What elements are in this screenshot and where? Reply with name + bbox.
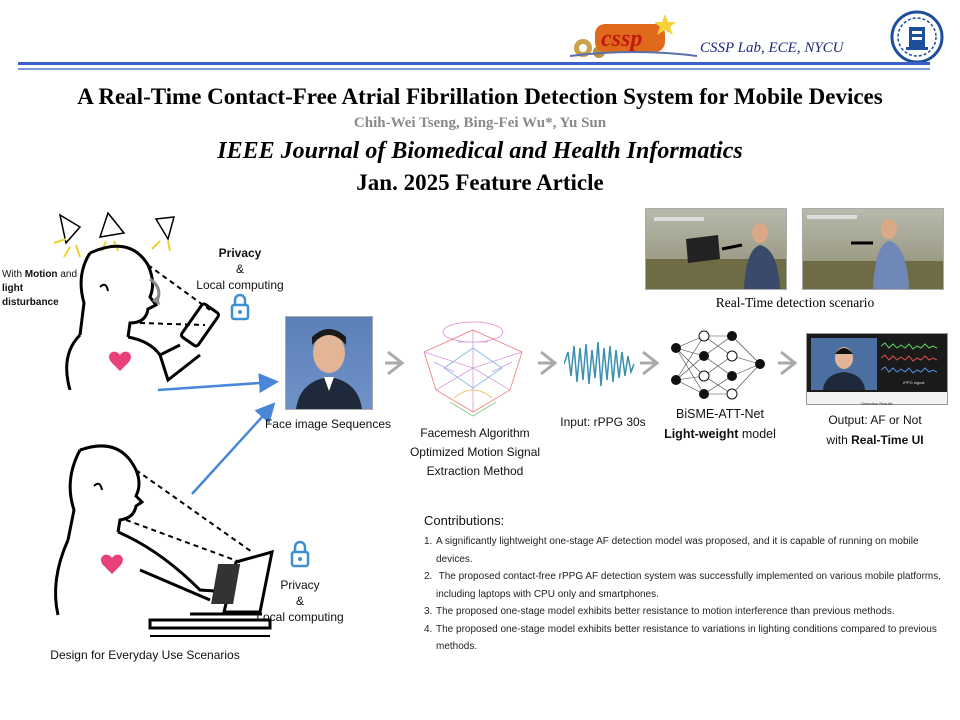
ui-results-label: Detection Results [861,401,893,406]
output-with: with [826,433,852,447]
scenario-photo-laptop [645,208,787,290]
contribution-num: 4. [424,623,433,635]
arrow-icon [538,350,560,376]
lock-icon [290,540,310,568]
contribution-num: 3. [424,606,433,617]
svg-text:cssp: cssp [601,26,643,52]
ui-signal-plots [881,338,943,382]
contribution-text: The proposed one-stage model exhibits better resistance to variations in lighting conditions compared to previous methods. [436,623,937,652]
privacy-label-top [190,245,290,293]
arrow-icon [640,350,662,376]
output-label [800,410,950,450]
header-rule-bottom [18,68,930,70]
header-rule-top [18,62,930,65]
realtime-ui-screenshot [806,333,948,405]
contribution-text: The proposed contact-free rPPG AF detection system was successfully implemented on various mobile platforms, including laptops with CPU only and smartphones. [436,571,942,600]
model-name: BiSME-ATT-Net [676,407,764,421]
face-seq-label: Face image Sequences [264,417,392,431]
contribution-item [424,533,944,568]
feature-article: Jan. 2025 Feature Article [356,170,604,195]
output-ui-bold: Real-Time UI [851,433,924,447]
contributions-heading: Contributions: [424,513,505,528]
heart-icon [101,555,123,574]
journal-name: IEEE Journal of Biomedical and Health Informatics [217,138,743,164]
privacy-label-bottom [250,577,350,625]
contribution-item [424,621,944,656]
flow-arrows [150,370,290,500]
output-line-1: Output: AF or Not [828,413,922,427]
light-text-bold: light disturbance [2,283,59,308]
facemesh-label [395,424,555,481]
face-image [285,316,373,410]
realtime-scenario-label: Real-Time detection scenario [715,295,875,310]
ui-signal-label: rPPG signal [903,380,925,385]
privacy-top-amp: & [235,262,244,276]
neural-network-icon [668,326,772,402]
privacy-bottom-amp: & [295,594,304,608]
facemesh-line-1: Facemesh Algorithm [420,426,530,440]
cssp-logo [565,10,700,60]
everyday-label: Design for Everyday Use Scenarios [50,648,240,662]
lab-name: CSSP Lab, ECE, NYCU [700,40,844,56]
rppg-signal-icon [564,338,636,390]
motion-text-a: With [2,269,25,280]
arrow-icon [158,382,274,390]
arrow-icon [385,350,407,376]
motion-text-b: and [57,269,78,280]
facemesh-line-2: Optimized Motion Signal [409,445,541,459]
paper-title: A Real-Time Contact-Free Atrial Fibrillation Detection System for Mobile Devices [77,84,883,109]
input-label: Input: rPPG 30s [560,415,646,429]
lamp-icon [60,213,174,243]
contribution-item [424,603,944,621]
scenario-photo-phone [802,208,944,290]
contribution-text: A significantly lightweight one-stage AF detection model was proposed, and it is capable of running on mobile devices. [436,536,919,565]
model-label [650,404,790,444]
contribution-item [424,568,944,603]
model-suffix: model [738,427,776,441]
facemesh-line-3: Extraction Method [426,464,524,478]
contributions-list [424,533,944,656]
contribution-text: The proposed one-stage model exhibits better resistance to motion interference than previous methods. [436,606,895,617]
ui-face-pane [811,338,877,390]
lock-icon [230,293,250,321]
facemesh-icon [414,312,532,422]
university-seal-icon [890,10,944,64]
privacy-bottom-title: Privacy [280,578,320,592]
contribution-num: 2. [424,571,433,582]
privacy-bottom-local: Local computing [256,610,344,624]
contribution-num: 1. [424,536,433,547]
arrow-icon [778,350,800,376]
authors: Chih-Wei Tseng, Bing-Fei Wu*, Yu Sun [353,115,607,131]
motion-label [2,268,82,310]
privacy-top-local: Local computing [196,278,284,292]
ui-results-bar [807,392,947,404]
privacy-top-title: Privacy [218,246,262,260]
motion-text-bold: Motion [24,269,58,280]
heart-icon [109,352,131,371]
model-light-weight: Light-weight [664,427,739,441]
